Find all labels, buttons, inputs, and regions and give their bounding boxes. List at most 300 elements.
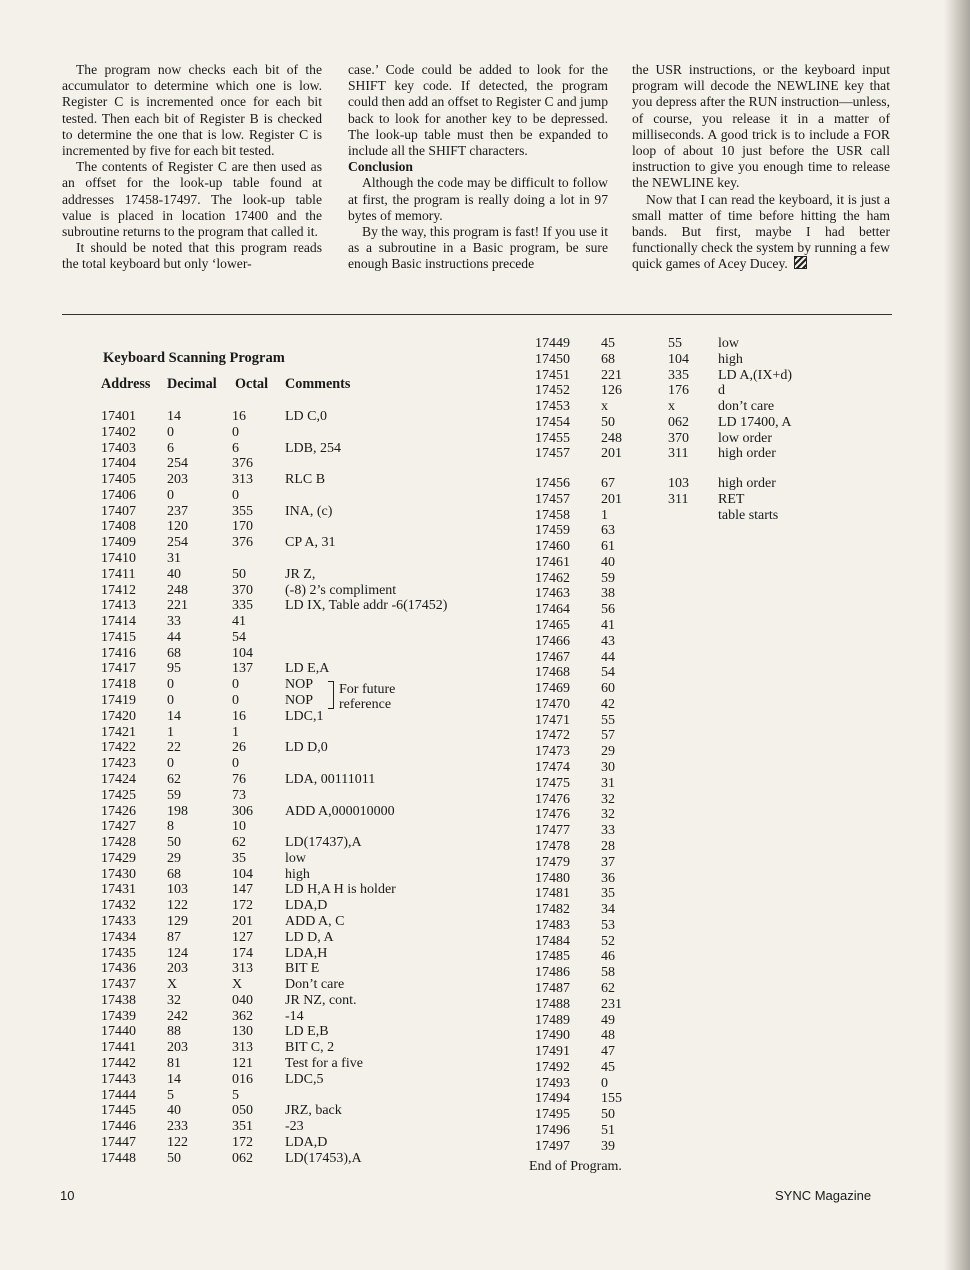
cell-octal: 16 (232, 409, 246, 424)
cell-octal: 335 (232, 598, 253, 614)
article-paragraph: Now that I can read the keyboard, it is just a small matter of time before hitting the ham bands. But first, maybe I had better functionally check the system by running a few quick games of Acey Ducey. (632, 191, 890, 272)
cell-decimal: 55 (601, 712, 615, 728)
cell-octal: 127 (232, 929, 253, 945)
cell-decimal: 62 (601, 980, 615, 996)
cell-decimal: 221 (167, 598, 188, 614)
cell-octal: 335 (668, 367, 689, 383)
cell-decimal: 242 (167, 1008, 188, 1024)
article-column-2 (348, 62, 608, 273)
cell-decimal: 254 (167, 535, 188, 551)
cell-address: 17417 (101, 661, 136, 677)
cell-decimal: 50 (167, 835, 181, 851)
cell-address: 17434 (101, 929, 136, 945)
cell-decimal: 14 (167, 409, 181, 424)
cell-address: 17448 (101, 1150, 136, 1166)
cell-address: 17438 (101, 992, 136, 1008)
cell-decimal: 68 (167, 645, 181, 661)
cell-decimal: 0 (167, 487, 174, 503)
cell-decimal: 32 (601, 807, 615, 823)
cell-decimal: 68 (167, 866, 181, 882)
cell-address: 17496 (535, 1122, 570, 1138)
cell-octal: 376 (232, 456, 253, 472)
cell-comment: LDA,D (285, 1134, 328, 1150)
cell-decimal: 43 (601, 633, 615, 649)
cell-address: 17488 (535, 996, 570, 1012)
cell-address: 17483 (535, 917, 570, 933)
cell-octal: 306 (232, 803, 253, 819)
cell-address: 17453 (535, 399, 570, 415)
cell-comment: high order (718, 446, 776, 462)
cell-address: 17441 (101, 1040, 136, 1056)
cell-comment: low (718, 336, 739, 351)
cell-octal: 355 (232, 503, 253, 519)
cell-decimal: 231 (601, 996, 622, 1012)
cell-octal: 040 (232, 992, 253, 1008)
cell-octal: 55 (668, 336, 682, 351)
cell-decimal: 0 (167, 677, 174, 693)
cell-address: 17418 (101, 677, 136, 693)
cell-decimal: 201 (601, 446, 622, 462)
cell-address: 17478 (535, 838, 570, 854)
cell-address: 17464 (535, 602, 570, 618)
cell-decimal: 103 (167, 882, 188, 898)
cell-address: 17404 (101, 456, 136, 472)
cell-comment: Don’t care (285, 977, 345, 993)
cell-address: 17460 (535, 539, 570, 555)
cell-address: 17491 (535, 1044, 570, 1060)
cell-octal: 16 (232, 708, 246, 724)
cell-address: 17476 (535, 791, 570, 807)
cell-address: 17454 (535, 414, 570, 430)
cell-address: 17462 (535, 570, 570, 586)
cell-address: 17426 (101, 803, 136, 819)
cell-address: 17492 (535, 1059, 570, 1075)
cell-comment: LD D,0 (285, 740, 328, 756)
cell-decimal: 0 (167, 693, 174, 709)
cell-decimal: 40 (167, 566, 181, 582)
cell-decimal: 56 (601, 602, 615, 618)
cell-address: 17413 (101, 598, 136, 614)
cell-decimal: 14 (167, 1071, 181, 1087)
cell-decimal: 59 (167, 787, 181, 803)
cell-octal: 170 (232, 519, 253, 535)
cell-address: 17474 (535, 760, 570, 776)
cell-address: 17407 (101, 503, 136, 519)
cell-comment: INA, (c) (285, 503, 333, 519)
cell-address: 17406 (101, 487, 136, 503)
cell-address: 17472 (535, 728, 570, 744)
cell-address: 17424 (101, 771, 136, 787)
cell-octal: 172 (232, 898, 253, 914)
cell-octal: 26 (232, 740, 246, 756)
cell-decimal: 48 (601, 1028, 615, 1044)
header-decimal: Decimal (167, 376, 217, 392)
cell-decimal: 122 (167, 898, 188, 914)
cell-decimal: 45 (601, 1059, 615, 1075)
cell-address: 17466 (535, 633, 570, 649)
cell-comment: LDC,5 (285, 1071, 324, 1087)
cell-address: 17419 (101, 693, 136, 709)
cell-decimal: 44 (167, 629, 181, 645)
cell-address: 17451 (535, 367, 570, 383)
cell-comment: LDA,H (285, 945, 328, 961)
cell-octal: 10 (232, 819, 246, 835)
cell-octal: 351 (232, 1119, 253, 1135)
cell-decimal: 88 (167, 1024, 181, 1040)
cell-address: 17436 (101, 961, 136, 977)
cell-comment: LD C,0 (285, 409, 327, 424)
cell-decimal: 68 (601, 351, 615, 367)
cell-octal: 6 (232, 440, 239, 456)
cell-comment: d (718, 383, 725, 399)
cell-octal: X (232, 977, 243, 993)
cell-comment: high (285, 866, 310, 882)
article-paragraph: case.’ Code could be added to look for the SHIFT key code. If detected, the program could then add an offset to Register C and jump back to look for another key to be depressed. The look-up table must then be expanded to include all the SHIFT characters. (348, 62, 608, 159)
cell-address: 17440 (101, 1024, 136, 1040)
cell-decimal: 41 (601, 618, 615, 634)
cell-octal: 370 (232, 582, 253, 598)
cell-comment: LD 17400, A (718, 414, 792, 430)
article-paragraph: By the way, this program is fast! If you use it as a subroutine in a Basic program, be sure enough Basic instructions precede (348, 224, 608, 272)
cell-decimal: 50 (167, 1150, 181, 1166)
table-title: Keyboard Scanning Program (103, 350, 285, 366)
cell-comment: low (285, 850, 306, 866)
cell-octal: 062 (232, 1150, 253, 1166)
cell-address: 17495 (535, 1107, 570, 1123)
cell-octal: 313 (232, 1040, 253, 1056)
cell-decimal: 60 (601, 681, 615, 697)
cell-comment: NOP (285, 693, 314, 709)
cell-octal: 0 (232, 487, 239, 503)
article-column-1 (62, 62, 322, 273)
cell-comment: JR NZ, cont. (285, 992, 357, 1008)
cell-octal: 104 (232, 866, 253, 882)
cell-octal: 0 (232, 693, 239, 709)
cell-comment: ADD A, C (285, 913, 345, 929)
cell-comment: LD(17453),A (285, 1150, 362, 1166)
cell-address: 17489 (535, 1012, 570, 1028)
cell-decimal: 8 (167, 819, 174, 835)
cell-decimal: 0 (167, 756, 174, 772)
cell-address: 17405 (101, 472, 136, 488)
cell-decimal: 52 (601, 933, 615, 949)
cell-address: 17455 (535, 430, 570, 446)
cell-comment: LDB, 254 (285, 440, 341, 456)
article-column-3 (632, 62, 890, 273)
cell-address: 17470 (535, 696, 570, 712)
publication-name: SYNC Magazine (775, 1188, 872, 1203)
cell-decimal: 0 (167, 424, 174, 440)
cell-address: 17430 (101, 866, 136, 882)
cell-octal: 5 (232, 1087, 239, 1103)
cell-comment: (-8) 2’s compliment (285, 582, 397, 598)
cell-address: 17450 (535, 351, 570, 367)
cell-octal: 050 (232, 1103, 253, 1119)
cell-address: 17443 (101, 1071, 136, 1087)
cell-octal: 0 (232, 756, 239, 772)
end-of-article-icon (794, 256, 807, 269)
cell-decimal: 95 (167, 661, 181, 677)
cell-decimal: 14 (167, 708, 181, 724)
cell-decimal: 0 (601, 1075, 608, 1091)
cell-decimal: 237 (167, 503, 188, 519)
cell-decimal: 50 (601, 1107, 615, 1123)
cell-decimal: 129 (167, 913, 188, 929)
cell-octal: 130 (232, 1024, 253, 1040)
cell-decimal: 120 (167, 519, 188, 535)
nop-note-line-2: reference (339, 697, 392, 712)
cell-octal: 062 (668, 414, 689, 430)
cell-octal: x (668, 399, 675, 415)
cell-address: 17432 (101, 898, 136, 914)
cell-address: 17461 (535, 554, 570, 570)
cell-address: 17494 (535, 1091, 570, 1107)
cell-address: 17475 (535, 775, 570, 791)
cell-octal: 41 (232, 614, 246, 630)
cell-decimal: 51 (601, 1122, 615, 1138)
cell-comment: JR Z, (285, 566, 316, 582)
cell-address: 17420 (101, 708, 136, 724)
cell-decimal: 34 (601, 902, 615, 918)
cell-address: 17469 (535, 681, 570, 697)
cell-octal: 313 (232, 961, 253, 977)
cell-decimal: 47 (601, 1044, 615, 1060)
cell-octal: 104 (232, 645, 253, 661)
cell-address: 17435 (101, 945, 136, 961)
cell-comment: -14 (285, 1008, 304, 1024)
cell-address: 17403 (101, 440, 136, 456)
cell-octal: 104 (668, 351, 689, 367)
cell-address: 17468 (535, 665, 570, 681)
cell-address: 17482 (535, 902, 570, 918)
cell-address: 17410 (101, 551, 136, 567)
cell-address: 17402 (101, 424, 136, 440)
cell-address: 17463 (535, 586, 570, 602)
cell-decimal: 198 (167, 803, 188, 819)
cell-address: 17427 (101, 819, 136, 835)
cell-decimal: 6 (167, 440, 174, 456)
cell-decimal: 203 (167, 1040, 188, 1056)
page-number: 10 (60, 1188, 75, 1203)
cell-address: 17422 (101, 740, 136, 756)
cell-decimal: 39 (601, 1138, 615, 1154)
cell-address: 17471 (535, 712, 570, 728)
cell-decimal: 61 (601, 539, 615, 555)
cell-address: 17447 (101, 1134, 136, 1150)
cell-comment: RLC B (285, 472, 326, 488)
cell-octal: 0 (232, 677, 239, 693)
cell-address: 17446 (101, 1119, 136, 1135)
cell-comment: JRZ, back (285, 1103, 342, 1119)
cell-decimal: 46 (601, 949, 615, 965)
cell-octal: 1 (232, 724, 239, 740)
cell-decimal: 1 (167, 724, 174, 740)
cell-address: 17445 (101, 1103, 136, 1119)
cell-address: 17416 (101, 645, 136, 661)
cell-address: 17487 (535, 980, 570, 996)
cell-octal: 174 (232, 945, 253, 961)
cell-decimal: 126 (601, 383, 622, 399)
cell-decimal: 40 (601, 554, 615, 570)
cell-decimal: 63 (601, 523, 615, 539)
cell-octal: 76 (232, 771, 246, 787)
cell-address: 17490 (535, 1028, 570, 1044)
cell-decimal: 32 (167, 992, 181, 1008)
cell-decimal: 38 (601, 586, 615, 602)
cell-decimal: 33 (167, 614, 181, 630)
cell-address: 17485 (535, 949, 570, 965)
cell-decimal: 30 (601, 760, 615, 776)
cell-address: 17484 (535, 933, 570, 949)
section-divider (62, 314, 892, 315)
cell-address: 17437 (101, 977, 136, 993)
cell-comment: LD E,B (285, 1024, 329, 1040)
cell-address: 17479 (535, 854, 570, 870)
cell-decimal: 53 (601, 917, 615, 933)
cell-comment: RET (718, 491, 745, 507)
cell-decimal: 37 (601, 854, 615, 870)
article-paragraph: The contents of Register C are then used as an offset for the look-up table found at addresses 17458-17497. The look-up table value is placed in location 17400 and the subroutine returns to the program that called it. (62, 159, 322, 240)
article-paragraph: The program now checks each bit of the accumulator to determine which one is low. Register C is incremented once for each bit tested. Then each bit of Register B is checked to determine the one that is low. Register C is incremented by five for each bit tested. (62, 62, 322, 159)
cell-octal: 121 (232, 1055, 253, 1071)
cell-decimal: 155 (601, 1091, 622, 1107)
cell-decimal: 203 (167, 961, 188, 977)
cell-decimal: 31 (167, 551, 181, 567)
conclusion-heading: Conclusion (348, 159, 413, 175)
cell-decimal: 50 (601, 414, 615, 430)
cell-address: 17411 (101, 566, 136, 582)
cell-comment: LD H,A H is holder (285, 882, 396, 898)
cell-decimal: 22 (167, 740, 181, 756)
cell-decimal: 36 (601, 870, 615, 886)
cell-address: 17428 (101, 835, 136, 851)
article-paragraph: the USR instructions, or the keyboard input program will decode the NEWLINE key that you depress after the RUN instruction—unless, of course, you release it in a matter of milliseconds. A good trick is to include a FOR loop of about 10 just before the USR call instruction to give you enough time to release the NEWLINE key. (632, 62, 890, 191)
cell-octal: 311 (668, 446, 689, 462)
cell-comment: -23 (285, 1119, 304, 1135)
cell-decimal: 122 (167, 1134, 188, 1150)
header-address: Address (101, 376, 151, 392)
cell-octal: 016 (232, 1071, 253, 1087)
cell-address: 17457 (535, 446, 570, 462)
cell-decimal: 35 (601, 886, 615, 902)
cell-decimal: 87 (167, 929, 181, 945)
cell-decimal: 59 (601, 570, 615, 586)
end-of-program-note: End of Program. (529, 1159, 622, 1174)
cell-comment: high order (718, 476, 776, 491)
cell-address: 17497 (535, 1138, 570, 1154)
header-octal: Octal (235, 376, 269, 392)
cell-octal: 172 (232, 1134, 253, 1150)
cell-address: 17476 (535, 807, 570, 823)
cell-comment: LDC,1 (285, 708, 324, 724)
cell-address: 17415 (101, 629, 136, 645)
cell-decimal: 67 (601, 476, 615, 491)
cell-decimal: 124 (167, 945, 188, 961)
cell-decimal: 248 (601, 430, 622, 446)
cell-decimal: 1 (601, 507, 608, 523)
cell-decimal: 54 (601, 665, 615, 681)
header-comments: Comments (285, 376, 351, 392)
cell-comment: LDA, 00111011 (285, 771, 376, 787)
cell-address: 17456 (535, 476, 570, 491)
cell-comment: LD IX, Table addr -6(17452) (285, 598, 448, 614)
cell-address: 17459 (535, 523, 570, 539)
cell-address: 17486 (535, 965, 570, 981)
cell-comment: LD D, A (285, 929, 334, 945)
cell-address: 17401 (101, 409, 136, 424)
cell-decimal: 203 (167, 472, 188, 488)
cell-address: 17493 (535, 1075, 570, 1091)
article-paragraph: It should be noted that this program reads the total keyboard but only ‘lower- (62, 240, 322, 272)
cell-address: 17408 (101, 519, 136, 535)
cell-address: 17429 (101, 850, 136, 866)
cell-octal: 376 (232, 535, 253, 551)
cell-octal: 0 (232, 424, 239, 440)
cell-decimal: x (601, 399, 608, 415)
cell-decimal: 57 (601, 728, 615, 744)
cell-comment: CP A, 31 (285, 535, 336, 551)
cell-comment: LD(17437),A (285, 835, 362, 851)
cell-decimal: 49 (601, 1012, 615, 1028)
cell-decimal: X (167, 977, 178, 993)
cell-decimal: 44 (601, 649, 615, 665)
cell-decimal: 221 (601, 367, 622, 383)
cell-decimal: 233 (167, 1119, 188, 1135)
cell-comment: high (718, 351, 743, 367)
cell-address: 17439 (101, 1008, 136, 1024)
cell-octal: 147 (232, 882, 253, 898)
cell-address: 17409 (101, 535, 136, 551)
cell-comment: BIT C, 2 (285, 1040, 335, 1056)
cell-comment: BIT E (285, 961, 320, 977)
cell-decimal: 45 (601, 336, 615, 351)
cell-comment: LD A,(IX+d) (718, 367, 792, 383)
cell-address: 17421 (101, 724, 136, 740)
cell-address: 17442 (101, 1055, 136, 1071)
nop-note-line-1: For future (339, 682, 396, 697)
cell-octal: 73 (232, 787, 246, 803)
cell-octal: 362 (232, 1008, 253, 1024)
cell-decimal: 33 (601, 823, 615, 839)
cell-octal: 311 (668, 491, 689, 507)
cell-octal: 62 (232, 835, 246, 851)
cell-decimal: 31 (601, 775, 615, 791)
cell-decimal: 29 (601, 744, 615, 760)
cell-comment: ADD A,000010000 (285, 803, 395, 819)
cell-address: 17414 (101, 614, 136, 630)
cell-comment: LDA,D (285, 898, 328, 914)
cell-address: 17480 (535, 870, 570, 886)
cell-address: 17412 (101, 582, 136, 598)
cell-octal: 54 (232, 629, 246, 645)
cell-decimal: 248 (167, 582, 188, 598)
cell-comment: don’t care (718, 399, 775, 415)
cell-address: 17458 (535, 507, 570, 523)
cell-comment: LD E,A (285, 661, 330, 677)
cell-octal: 201 (232, 913, 253, 929)
cell-decimal: 81 (167, 1055, 181, 1071)
cell-address: 17433 (101, 913, 136, 929)
cell-decimal: 32 (601, 791, 615, 807)
cell-address: 17481 (535, 886, 570, 902)
cell-address: 17457 (535, 491, 570, 507)
cell-address: 17449 (535, 336, 570, 351)
nop-bracket (328, 681, 334, 709)
cell-address: 17425 (101, 787, 136, 803)
cell-decimal: 201 (601, 491, 622, 507)
cell-octal: 50 (232, 566, 246, 582)
cell-octal: 313 (232, 472, 253, 488)
